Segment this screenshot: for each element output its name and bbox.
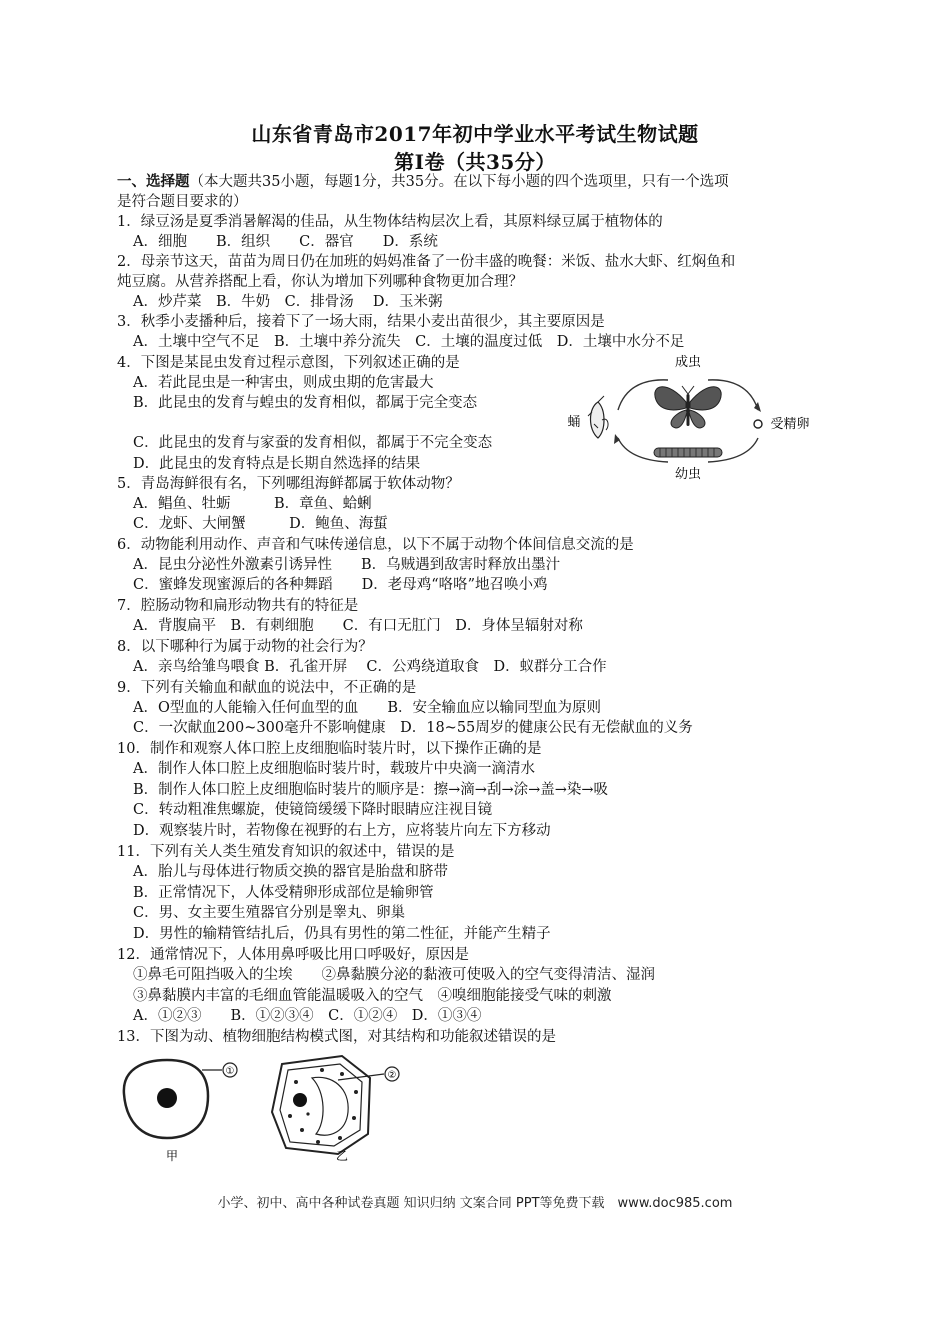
label-larva: 幼虫 [674,467,702,482]
option-line: B．制作人体口腔上皮细胞临时装片的顺序是：擦→滴→刮→涂→盖→染→吸 [133,782,609,798]
option-line: A．昆虫分泌性外激素引诱异性 B．乌贼遇到敌害时释放出墨汁 [133,557,561,573]
question-line: 9．下列有关输血和献血的说法中，不正确的是 [117,680,417,696]
option-line: D．男性的输精管结扎后，仍具有男性的第二性征，并能产生精子 [133,926,551,942]
label-2: ② [387,1070,397,1081]
option-line: C．男、女主要生殖器官分别是睾丸、卵巢 [133,905,406,921]
question-line: 13．下图为动、植物细胞结构模式图，对其结构和功能叙述错误的是 [117,1029,556,1045]
option-line: B．此昆虫的发育与蝗虫的发育相似，都属于完全变态 [133,395,478,411]
question-line: 4．下图是某昆虫发育过程示意图，下列叙述正确的是 [117,355,460,371]
pupa-icon [588,396,608,438]
option-line: A．制作人体口腔上皮细胞临时装片时，载玻片中央滴一滴清水 [133,761,535,777]
cell-structure-figure [112,1052,432,1162]
option-line: A．若此昆虫是一种害虫，则成虫期的危害最大 [133,375,434,391]
option-line: A．O型血的人能输入任何血型的血 B．安全输血应以输同型血为原则 [133,700,602,716]
question-line: 7．腔肠动物和扁形动物共有的特征是 [117,598,359,614]
option-line: D．观察装片时，若物像在视野的右上方，应将装片向左下方移动 [133,823,551,839]
option-line: C．龙虾、大闸蟹 D．鲍鱼、海蜇 [133,516,388,532]
question-line: 2．母亲节这天，苗苗为周日仍在加班的妈妈准备了一份丰盛的晚餐：米饭、盐水大虾、红焖鱼和 [117,254,736,270]
option-line: C．一次献血200~300毫升不影响健康 D．18~55周岁的健康公民有无偿献血的义务 [133,720,693,736]
insect-lifecycle-figure [558,350,818,490]
option-line: B．正常情况下，人体受精卵形成部位是输卵管 [133,885,434,901]
option-line: C．此昆虫的发育与家蚕的发育相似，都属于不完全变态 [133,435,493,451]
exam-title: 山东省青岛市2017年初中学业水平考试生物试题 [251,122,699,146]
option-line: A．土壤中空气不足 B．土壤中养分流失 C．土壤的温度过低 D．土壤中水分不足 [133,334,685,350]
egg-icon [754,420,762,428]
question-line: 12．通常情况下，人体用鼻呼吸比用口呼吸好，原因是 [117,947,469,963]
section-desc: （本大题共35小题，每题1分，共35分。在以下每小题的四个选项里，只有一个选项 [189,174,729,190]
option-line: D．此昆虫的发育特点是长期自然选择的结果 [133,456,421,472]
question-line: 8．以下哪种行为属于动物的社会行为？ [117,639,373,655]
option-line: A．亲鸟给雏鸟喂食 B．孔雀开屏 C．公鸡绕道取食 D．蚁群分工合作 [133,659,607,675]
section-desc-cont: 是符合题目要求的） [117,194,248,210]
section-heading [117,172,729,192]
section-label: 一、选择题 [117,173,190,190]
option-line: ③鼻黏膜内丰富的毛细血管能温暖吸入的空气 ④嗅细胞能接受气味的刺激 [133,988,612,1004]
question-line: 10．制作和观察人体口腔上皮细胞临时装片时，以下操作正确的是 [117,741,542,757]
option-line: C．转动粗准焦螺旋，使镜筒缓缓下降时眼睛应注视目镜 [133,802,493,818]
exam-subtitle: 第I卷（共35分） [394,150,556,174]
label-adult: 成虫 [674,355,702,370]
option-line: ①鼻毛可阻挡吸入的尘埃 ②鼻黏膜分泌的黏液可使吸入的空气变得清洁、湿润 [133,967,655,983]
page-footer: 小学、初中、高中各种试卷真题 知识归纳 文案合同 PPT等免费下载 www.doc985.com [217,1196,733,1211]
label-egg: 受精卵 [770,417,810,432]
option-line: A．细胞 B．组织 C．器官 D．系统 [133,234,438,250]
question-line: 6．动物能利用动作、声音和气味传递信息，以下不属于动物个体间信息交流的是 [117,537,634,553]
label-1: ① [225,1066,235,1077]
option-line: A．背腹扁平 B．有刺细胞 C．有口无肛门 D．身体呈辐射对称 [133,618,583,634]
caterpillar-icon [654,448,722,457]
option-line: A．①②③ B．①②③④ C．①②④ D．①③④ [133,1008,482,1024]
question-line: 3．秋季小麦播种后，接着下了一场大雨，结果小麦出苗很少，其主要原因是 [117,314,605,330]
question-line: 5．青岛海鲜很有名，下列哪组海鲜都属于软体动物？ [117,476,460,492]
butterfly-icon [655,386,721,428]
option-line: A．鲳鱼、牡蛎 B．章鱼、蛤蜊 [133,496,372,512]
arrowhead [614,434,620,444]
label-yi: 乙 [335,1149,349,1162]
plant-cell-diagram [272,1056,399,1154]
question-line: 1．绿豆汤是夏季消暑解渴的佳品，从生物体结构层次上看，其原料绿豆属于植物体的 [117,214,663,230]
question-line: 炖豆腐。从营养搭配上看，你认为增加下列哪种食物更加合理？ [117,274,523,290]
label-jia: 甲 [165,1149,179,1162]
question-line: 11．下列有关人类生殖发育知识的叙述中，错误的是 [117,844,455,860]
option-line: A．胎儿与母体进行物质交换的器官是胎盘和脐带 [133,864,448,880]
label-pupa: 蛹 [567,415,581,430]
animal-cell-diagram [124,1060,237,1138]
option-line: C．蜜蜂发现蜜源后的各种舞蹈 D．老母鸡“咯咯”地召唤小鸡 [133,577,548,593]
option-line: A．炒芹菜 B．牛奶 C．排骨汤 D．玉米粥 [133,294,443,310]
